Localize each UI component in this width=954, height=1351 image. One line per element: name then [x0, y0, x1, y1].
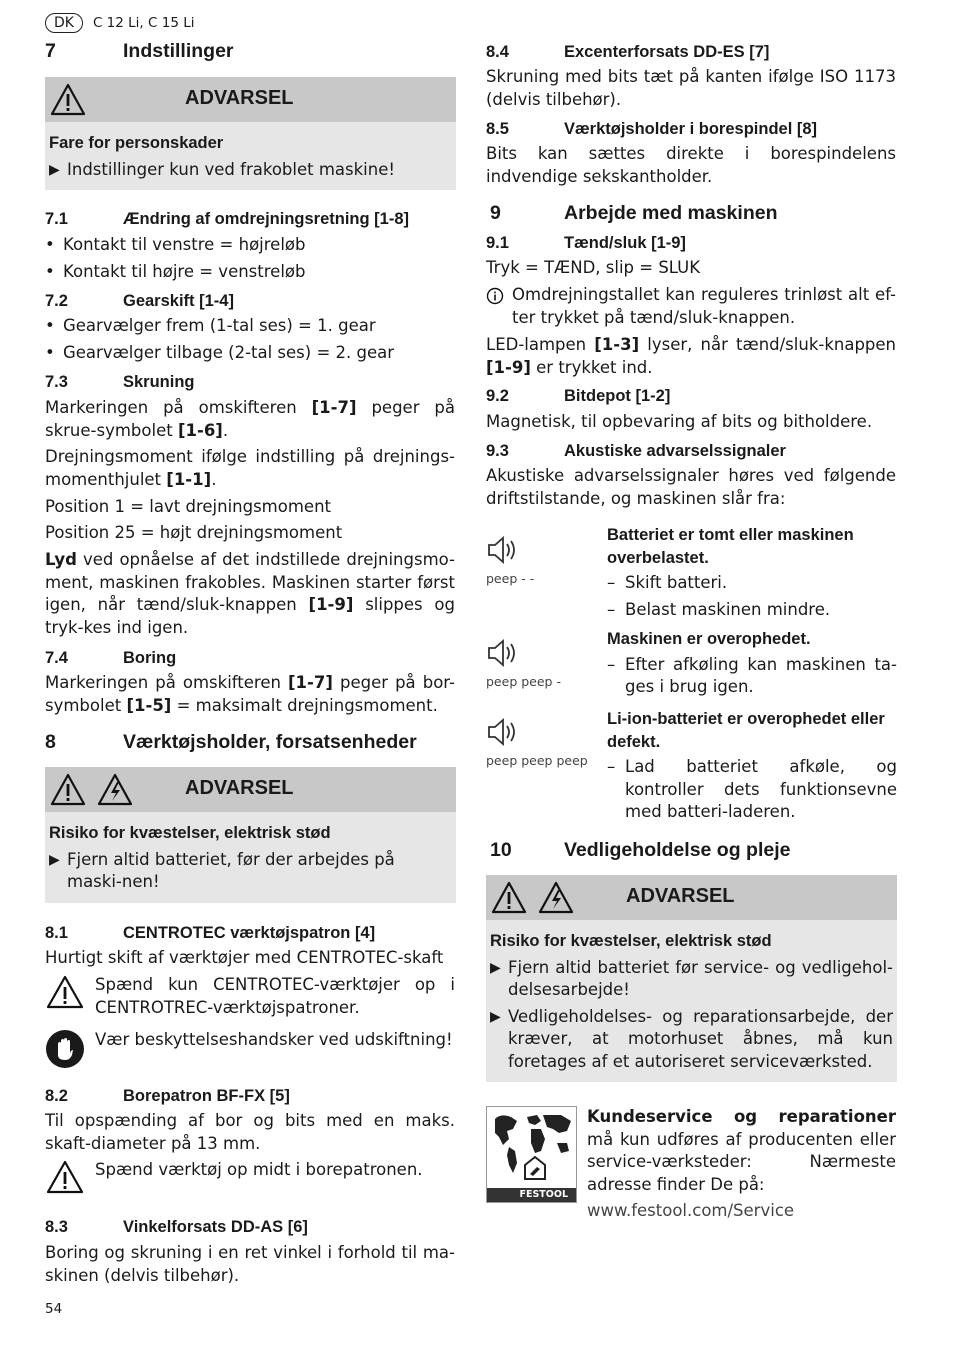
warning-risk: Risiko for kvæstelser, elektrisk stød	[49, 824, 331, 842]
paragraph: Position 25 = højt drejningsmoment	[45, 523, 343, 542]
signal-icon-3: peep peep peep	[486, 717, 604, 768]
electric-shock-icon	[538, 881, 574, 914]
page-header	[45, 12, 194, 35]
list-item: • Gearvælger tilbage (2-tal ses) = 2. gear	[45, 343, 395, 362]
warning-item: Fjern altid batteriet før service- og vedligehol-delsesarbejde!	[508, 957, 893, 999]
warning-box-10	[486, 875, 897, 1082]
warning-triangle-icon	[45, 1159, 85, 1195]
section-7-4-heading: 7.4 Boring	[45, 649, 177, 667]
paragraph: Hurtigt skift af værktøjer med CENTROTEC-skaft	[45, 948, 444, 967]
warning-item: Vedligeholdelses- og reparationsarbejde, der kræver, at motorhuset åbnes, må kun foretages af et autoriseret serviceværksted.	[508, 1006, 893, 1071]
paragraph: LED-lampen [1-3] lyser, når tænd/sluk-knappen [1-9] er trykket ind.	[486, 335, 897, 377]
caution-note: Spænd kun CENTROTEC-værktøjer op i CENTROTREC-værktøjspatroner.	[45, 974, 455, 1019]
world-map-service-icon	[487, 1107, 576, 1187]
speaker-icon	[486, 638, 520, 668]
section-7-3-heading: 7.3 Skruning	[45, 373, 195, 391]
section-9-1-heading: 9.1 Tænd/sluk [1-9]	[486, 234, 686, 252]
page-number: 54	[45, 1301, 63, 1317]
service-url-link[interactable]: www.festool.com/Service	[587, 1201, 795, 1220]
arrow-bullet-icon: ▶	[490, 959, 501, 976]
section-9-heading: 9 Arbejde med maskinen	[490, 202, 778, 224]
signal-icon-2: peep peep -	[486, 638, 604, 689]
paragraph: Magnetisk, til opbevaring af bits og bitholdere.	[486, 412, 873, 431]
signal-text-1: Batteriet er tomt eller maskinen overbelastet. – Skift batteri. – Belast maskinen mindre.	[607, 526, 854, 619]
paragraph: Lyd ved opnåelse af det indstillede drejningsmo-ment, maskinen frakobles. Maskinen starter først igen, når tænd/sluk-knappen [1-9] slippes og tryk-kes ind igen.	[45, 550, 455, 637]
warning-label: ADVARSEL	[185, 777, 294, 799]
paragraph: Boring og skruning i en ret vinkel i forhold til ma-skinen (delvis tilbehør).	[45, 1243, 455, 1285]
paragraph: Akustiske advarselssignaler høres ved følgende driftstilstande, og maskinen slår fra:	[486, 466, 896, 508]
arrow-bullet-icon: ▶	[49, 161, 60, 178]
paragraph: Til opspænding af bor og bits med en maks. skaft-diameter på 13 mm.	[45, 1111, 455, 1153]
arrow-bullet-icon: ▶	[49, 851, 60, 868]
festool-service-logo	[486, 1106, 577, 1203]
signal-text-3: Li-ion-batteriet er overophedet eller defekt. – Lad batteriet afkøle, og kontroller dets funktionsevne med batteri-laderen.	[607, 710, 897, 821]
warning-item: Indstillinger kun ved frakoblet maskine!	[67, 159, 395, 179]
paragraph: Drejningsmoment ifølge indstilling på drejnings-momenthjulet [1-1].	[45, 447, 455, 489]
section-8-3-heading: 8.3 Vinkelforsats DD-AS [6]	[45, 1218, 308, 1236]
protective-gloves-icon	[45, 1029, 85, 1069]
language-badge: DK	[45, 13, 83, 33]
paragraph: Skruning med bits tæt på kanten ifølge ISO 1173 (delvis tilbehør).	[486, 67, 896, 109]
warning-triangle-icon	[50, 83, 86, 116]
info-icon	[486, 284, 512, 329]
list-item: • Kontakt til venstre = højreløb	[45, 235, 306, 254]
section-7-2-heading: 7.2 Gearskift [1-4]	[45, 292, 234, 310]
signal-icon-1: peep - -	[486, 535, 604, 586]
paragraph: Bits kan sættes direkte i borespindelens indvendige sekskantholder.	[486, 144, 896, 186]
section-8-heading: 8 Værktøjsholder, forsatsenheder	[45, 731, 417, 753]
list-item: • Kontakt til højre = venstreløb	[45, 262, 306, 281]
paragraph: Markeringen på omskifteren [1-7] peger på skrue-symbolet [1-6].	[45, 398, 455, 440]
paragraph: Position 1 = lavt drejningsmoment	[45, 497, 331, 516]
list-item: • Gearvælger frem (1-tal ses) = 1. gear	[45, 316, 376, 335]
warning-triangle-icon	[45, 974, 85, 1010]
warning-label: ADVARSEL	[626, 885, 735, 907]
warning-box-7	[45, 77, 456, 190]
section-7-heading: 7 Indstillinger	[45, 40, 234, 62]
section-9-2-heading: 9.2 Bitdepot [1-2]	[486, 387, 671, 405]
paragraph: Markeringen på omskifteren [1-7] peger på bor-symbolet [1-5] = maksimalt drejningsmoment.	[45, 673, 455, 715]
caution-note: Spænd værktøj op midt i borepatronen.	[45, 1159, 455, 1202]
arrow-bullet-icon: ▶	[490, 1008, 501, 1025]
model-name: C 12 Li, C 15 Li	[92, 15, 195, 31]
warning-risk: Risiko for kvæstelser, elektrisk stød	[490, 932, 772, 950]
brand-label: FESTOOL	[487, 1188, 576, 1202]
speaker-icon	[486, 535, 520, 565]
section-8-1-heading: 8.1 CENTROTEC værktøjspatron [4]	[45, 924, 376, 942]
electric-shock-icon	[97, 773, 133, 806]
warning-risk: Fare for personskader	[49, 134, 224, 152]
gloves-note: Vær beskyttelseshandsker ved udskiftning!	[45, 1029, 455, 1076]
warning-box-8	[45, 767, 456, 903]
section-8-2-heading: 8.2 Borepatron BF-FX [5]	[45, 1087, 290, 1105]
section-8-4-heading: 8.4 Excenterforsats DD-ES [7]	[486, 43, 770, 61]
paragraph: Tryk = TÆND, slip = SLUK	[486, 258, 701, 277]
section-9-3-heading: 9.3 Akustiske advarselssignaler	[486, 442, 786, 460]
service-paragraph: Kundeservice og reparationer må kun udføres af producenten eller service-værksteder: Nærmeste adresse finder De på:	[587, 1107, 896, 1194]
warning-label: ADVARSEL	[185, 87, 294, 109]
section-8-5-heading: 8.5 Værktøjsholder i borespindel [8]	[486, 120, 818, 138]
warning-item: Fjern altid batteriet, før der arbejdes på maski-nen!	[67, 849, 395, 891]
info-note: Omdrejningstallet kan reguleres trinløst alt ef-ter trykket på tænd/sluk-knappen.	[486, 284, 896, 329]
section-7-1-heading: 7.1 Ændring af omdrejningsretning [1-8]	[45, 210, 410, 228]
warning-triangle-icon	[491, 881, 527, 914]
signal-text-2: Maskinen er overophedet. – Efter afkøling kan maskinen ta-ges i brug igen.	[607, 630, 897, 696]
warning-triangle-icon	[50, 773, 86, 806]
section-10-heading: 10 Vedligeholdelse og pleje	[490, 839, 791, 861]
speaker-icon	[486, 717, 520, 747]
